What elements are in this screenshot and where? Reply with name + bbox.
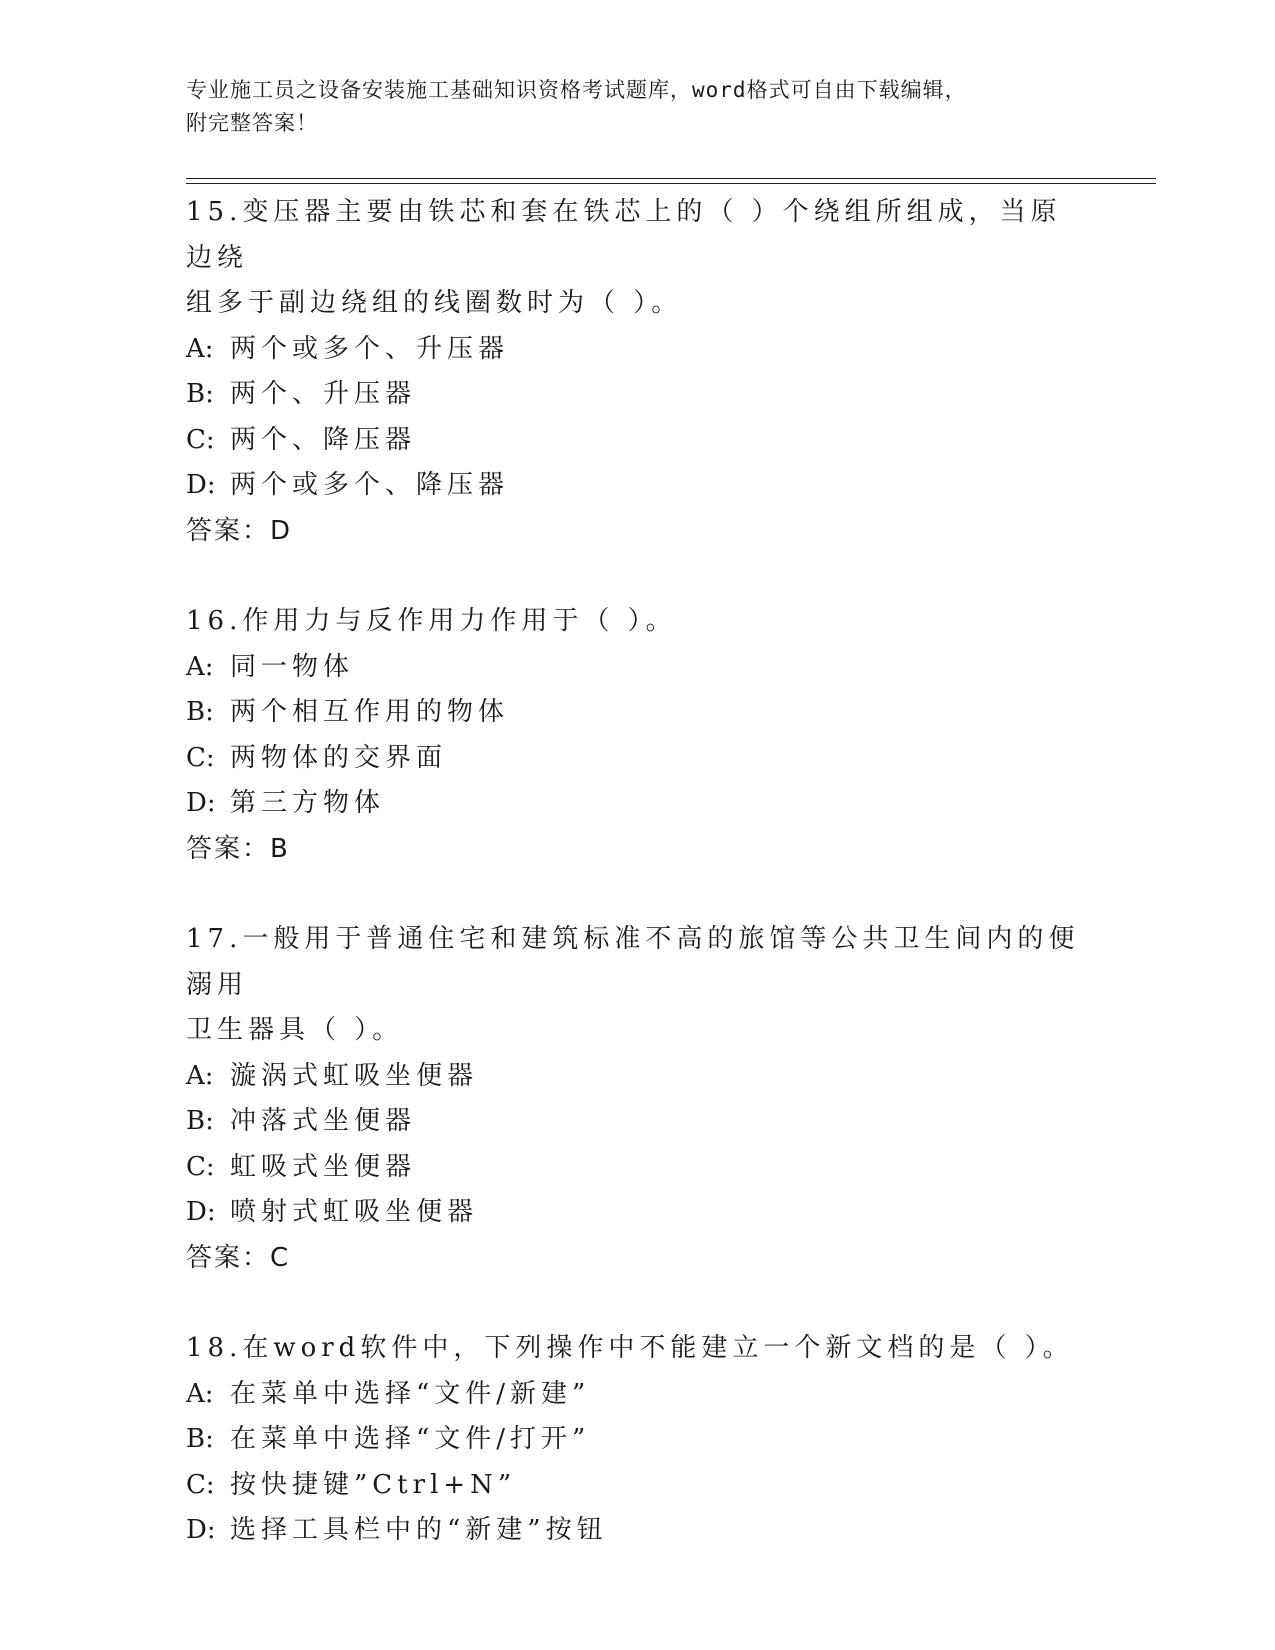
option-a <box>186 1372 1086 1418</box>
question-16 <box>186 599 1086 872</box>
option-letter: A: <box>186 1060 214 1091</box>
option-text: 选择工具栏中的“新建”按钮 <box>230 1515 608 1545</box>
option-c <box>186 418 1086 464</box>
question-17 <box>186 917 1086 1281</box>
option-b <box>186 1417 1086 1463</box>
question-stem-line: 卫生器具（ ）。 <box>186 1015 404 1045</box>
option-letter: C: <box>186 742 215 773</box>
question-stem-line: 组多于副边绕组的线圈数时为（ ）。 <box>186 288 683 318</box>
document-header <box>186 74 1086 140</box>
option-letter: D: <box>186 1515 216 1545</box>
option-letter: C: <box>186 1151 215 1182</box>
option-text: 两个或多个、降压器 <box>230 470 510 500</box>
option-text: 在菜单中选择“文件/新建” <box>230 1378 591 1409</box>
answer-line: 答案：C <box>186 1242 291 1273</box>
option-text: 两个、降压器 <box>230 424 417 455</box>
question-15 <box>186 190 1086 554</box>
option-d <box>186 1508 1086 1554</box>
option-text: 在菜单中选择“文件/打开” <box>230 1424 591 1454</box>
option-text: 漩涡式虹吸坐便器 <box>230 1060 479 1091</box>
option-d <box>186 781 1086 827</box>
option-text: 两个相互作用的物体 <box>230 697 510 727</box>
option-c <box>186 1145 1086 1191</box>
option-text: 两个或多个、升压器 <box>230 333 510 364</box>
option-letter: D: <box>186 788 216 818</box>
option-d <box>186 463 1086 509</box>
header-divider-top <box>186 178 1156 179</box>
question-stem-line: 17.一般用于普通住宅和建筑标准不高的旅馆等公共卫生间内的便溺用 <box>186 924 1080 1000</box>
question-stem-line: 15.变压器主要由铁芯和套在铁芯上的（ ）个绕组所组成，当原边绕 <box>186 197 1062 273</box>
question-stem-line: 18.在word软件中，下列操作中不能建立一个新文档的是（ ）。 <box>186 1333 1074 1363</box>
option-letter: B: <box>186 379 214 409</box>
option-letter: B: <box>186 1106 214 1136</box>
option-letter: D: <box>186 470 216 500</box>
answer-line: 答案：D <box>186 515 293 546</box>
option-b <box>186 690 1086 736</box>
option-text: 第三方物体 <box>230 788 386 818</box>
option-c <box>186 1463 1086 1509</box>
option-b <box>186 1099 1086 1145</box>
option-text: 两物体的交界面 <box>230 742 448 773</box>
option-b <box>186 372 1086 418</box>
header-divider-bottom <box>186 183 1156 184</box>
option-text: 按快捷键”Ctrl+N” <box>230 1469 517 1500</box>
option-a <box>186 1054 1086 1100</box>
option-letter: C: <box>186 424 215 455</box>
option-text: 同一物体 <box>230 651 355 682</box>
option-letter: B: <box>186 697 214 727</box>
question-18 <box>186 1326 1086 1554</box>
option-text: 两个、升压器 <box>230 379 417 409</box>
option-letter: C: <box>186 1469 215 1500</box>
option-letter: B: <box>186 1424 214 1454</box>
option-a <box>186 645 1086 691</box>
option-text: 冲落式坐便器 <box>230 1106 417 1136</box>
option-letter: A: <box>186 651 214 682</box>
answer-line: 答案：B <box>186 833 290 864</box>
option-text: 虹吸式坐便器 <box>230 1151 417 1182</box>
option-text: 喷射式虹吸坐便器 <box>230 1197 479 1227</box>
question-stem-line: 16.作用力与反作用力作用于（ ）。 <box>186 606 677 636</box>
header-line-1: 专业施工员之设备安装施工基础知识资格考试题库，word格式可自由下载编辑， <box>186 78 967 102</box>
question-list <box>186 190 1086 1599</box>
option-letter: A: <box>186 1378 214 1409</box>
option-a <box>186 327 1086 373</box>
option-letter: A: <box>186 333 214 364</box>
option-letter: D: <box>186 1197 216 1227</box>
option-c <box>186 736 1086 782</box>
option-d <box>186 1190 1086 1236</box>
header-line-2: 附完整答案！ <box>186 111 318 135</box>
